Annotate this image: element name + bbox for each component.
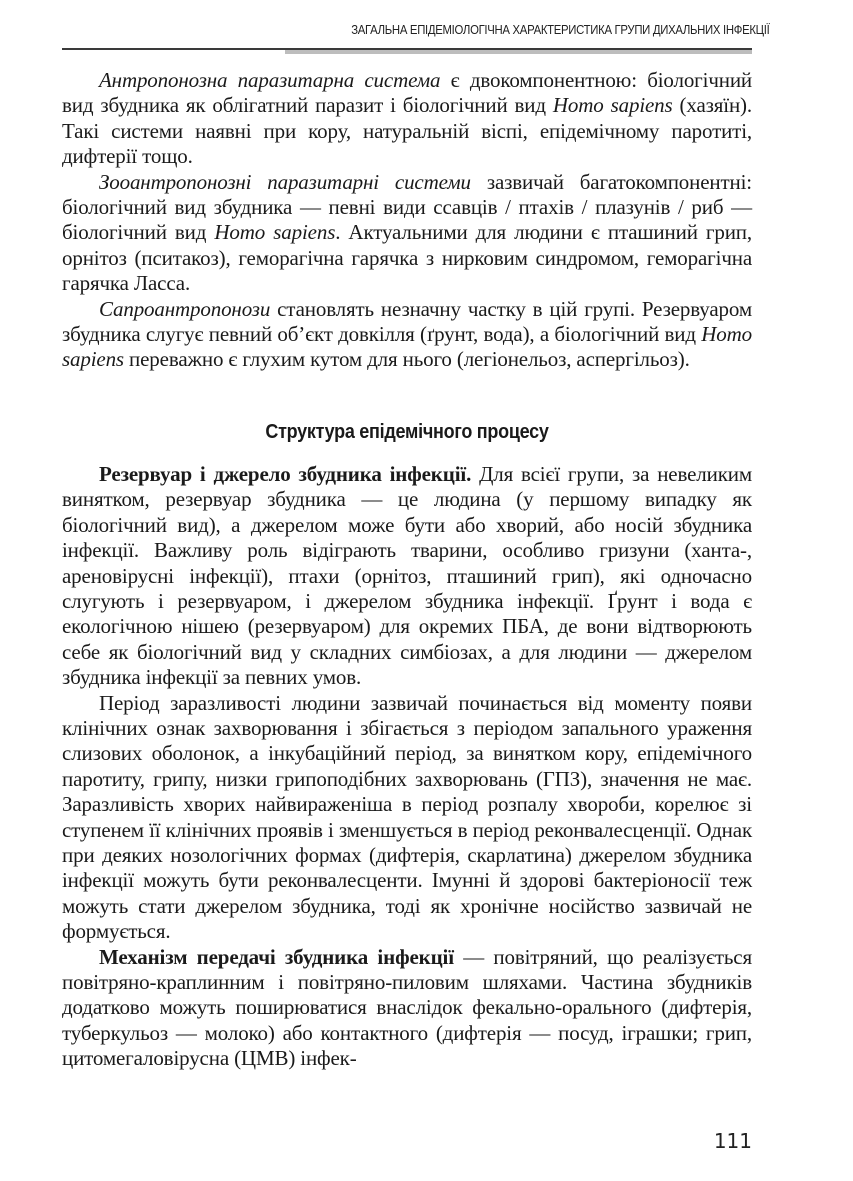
section-heading: Структура епідемічного процесу [265, 420, 549, 443]
term-italic: Антропонозна паразитарна система [99, 68, 441, 92]
paragraph-sapronoses: Сапроантропонози становлять незначну частку в цій групі. Резервуаром збудника слугує певний об’єкт довкілля (ґрунт, вода), а біологічний вид Homo sapiens переважно є глухим кутом для нього (легіонельоз, аспергільоз). [62, 296, 752, 372]
header-shadow-bar [285, 50, 752, 54]
paragraph-transmission: Механізм передачі збудника інфекції — повітряний, що реалізується повітряно-краплинним і повітряно-пиловим шляхами. Частина збудників додатково можуть поширюватися внаслідок фекально-орального (дифтерія, туберкульоз — молоко) або контактного (дифтерія — посуд, іграшки; грип, цитомегаловірусна (ЦМВ) інфек- [62, 944, 752, 1071]
term-bold: Резервуар і джерело збудника інфекції. [99, 461, 472, 486]
term-italic: Сапроантропонози [99, 296, 271, 321]
term-bold: Механізм передачі збудника інфекції [99, 944, 454, 969]
paragraph-contagious-period: Період заразливості людини зазвичай починається від моменту появи клінічних ознак захворювання і збігається з періодом запального ураження слизових оболонок, а інкубаційний період, за винятком кору, епідемічного паротиту, грипу, низки грипоподібних захворювань (ГПЗ), значення не має. Заразливість хворих найвираженіша в період розпалу хвороби, корелює зі ступенем її клінічних проявів і зменшується в період реконвалесценції. Однак при деяких нозологічних формах (дифтерія, скарлатина) джерелом збудника інфекції можуть бути реконвалесценти. Імунні й здорові бактеріоносії теж можуть стати джерелом збудника, тоді як хронічне носійство зазвичай не формується. [62, 690, 752, 944]
body-text [62, 68, 752, 1072]
paragraph-reservoir: Резервуар і джерело збудника інфекції. Для всієї групи, за невеликим винятком, резервуар збудника — це людина (у першому випадку як біологічний вид), а джерелом може бути або хворий, або носій збудника інфекції. Важливу роль відіграють тварини, особливо гризуни (ханта-, ареновірусні інфекції), птахи (орнітоз, пташиний грип), які одночасно слугують і резервуаром, і джерелом збудника інфекції. Ґрунт і вода є екологічною нішею (резервуаром) для окремих ПБА, де вони відтворюють себе як біологічний вид у складних симбіозах, а для людини — джерелом збудника інфекції за певних умов. [62, 461, 752, 690]
paragraph-anthroponotic: Антропонозна паразитарна система є двокомпонентною: біологічний вид збудника як облігатний паразит і біологічний вид Homo sapiens (хазяїн). Такі системи наявні при кору, натуральній віспі, епідемічному паротиті, дифтерії тощо. [62, 68, 753, 169]
page-number: 111 [713, 1129, 752, 1153]
running-head: ЗАГАЛЬНА ЕПІДЕМІОЛОГІЧНА ХАРАКТЕРИСТИКА ГРУПИ ДИХАЛЬНИХ ІНФЕКЦІЇ [351, 22, 770, 37]
term-italic: Зооантропонозні паразитарні системи [99, 169, 471, 194]
paragraph-zooanthroponotic: Зооантропонозні паразитарні системи зазвичай багатокомпонентні: біологічний вид збудника — певні види ссавців / птахів / плазунів / риб — біологічний вид Homo sapiens. Актуальними для людини є пташиний грип, орнітоз (пситакоз), геморагічна гарячка з нирковим синдромом, геморагічна гарячка Ласса. [62, 169, 752, 296]
